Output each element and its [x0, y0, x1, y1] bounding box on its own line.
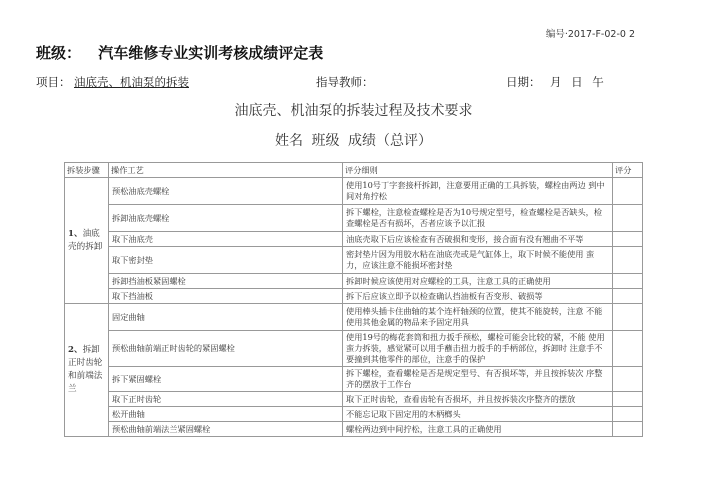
- table-row: [65, 289, 643, 304]
- table-row: [65, 392, 643, 407]
- operation-cell: 取下油底壳: [109, 232, 343, 247]
- table-row: [65, 422, 643, 437]
- score-cell[interactable]: [613, 304, 643, 331]
- criteria-cell: 使用19号的梅花套筒和扭力扳手预松，螺栓可能会比较的紧，不能 使用蛮力拆装，感觉紧可以用手蘸击扭力扳手的手柄部位，拆卸时 注意手不要撞到其他零件的部位，注意手的保护: [343, 331, 613, 367]
- criteria-cell: 使用10号丁字套接杆拆卸，注意要用正确的工具拆装，螺栓由两边 到中间对角拧松: [343, 178, 613, 205]
- header-score: 评分: [613, 163, 643, 178]
- criteria-cell: 拆下后应该立即予以检查确认挡油板有否变形、破损等: [343, 289, 613, 304]
- step-number: 1、: [68, 228, 83, 239]
- table-row: [65, 178, 643, 205]
- step-cell: [65, 304, 109, 437]
- step-title: 拆卸正时齿轮和前端法兰: [68, 345, 103, 394]
- project-value: 油底壳、机油泵的拆装: [74, 75, 189, 89]
- criteria-cell: 油底壳取下后应该检查有否破损和变形，接合面有没有翘曲不平等: [343, 232, 613, 247]
- operation-cell: 拆卸油底壳螺栓: [109, 205, 343, 232]
- operation-cell: 拆下紧固螺栓: [109, 367, 343, 392]
- score-cell[interactable]: [613, 407, 643, 422]
- document-number: 编号·2017-F-02-0 2: [545, 29, 635, 40]
- section-subtitle: 油底壳、机油泵的拆装过程及技术要求: [234, 103, 473, 119]
- operation-cell: 固定曲轴: [109, 304, 343, 331]
- header-operation: 操作工艺: [109, 163, 343, 178]
- form-title-row: [36, 42, 323, 63]
- criteria-cell: 使用棒头插卡住曲轴的某个连杆轴颈的位置，使其不能旋转，注意 不能使用其他金属的物品来予固定用具: [343, 304, 613, 331]
- score-cell[interactable]: [613, 178, 643, 205]
- step-number: 2、: [68, 345, 83, 355]
- score-cell[interactable]: [613, 232, 643, 247]
- header-criteria: 评分细则: [343, 163, 613, 178]
- score-cell[interactable]: [613, 331, 643, 367]
- form-title: 汽车维修专业实训考核成绩评定表: [98, 44, 324, 62]
- table-row: [65, 367, 643, 392]
- operation-cell: 预松曲轴前端法兰紧固螺栓: [109, 422, 343, 437]
- operation-cell: 松开曲轴: [109, 407, 343, 422]
- student-summary-line: 姓名 班级 成绩（总评）: [275, 133, 432, 149]
- class-label: 班级：: [36, 44, 82, 62]
- criteria-cell: 密封垫片因为用胶水粘在油底壳或是气缸体上，取下时候不能使用 蛮力，应该注意不能损坏密封垫: [343, 247, 613, 274]
- operation-cell: 预松油底壳螺栓: [109, 178, 343, 205]
- table-row: [65, 232, 643, 247]
- criteria-cell: 不能忘记取下固定用的木柄榔头: [343, 407, 613, 422]
- operation-cell: 预松曲轴前端正时齿轮的紧固螺栓: [109, 331, 343, 367]
- criteria-cell: 螺栓两边到中间拧松，注意工具的正确使用: [343, 422, 613, 437]
- header-step: 拆装步骤: [65, 163, 109, 178]
- operation-cell: 取下挡油板: [109, 289, 343, 304]
- score-cell[interactable]: [613, 392, 643, 407]
- table-row: [65, 304, 643, 331]
- teacher-label: 指导教师：: [316, 75, 374, 89]
- table-row: [65, 407, 643, 422]
- project-label: 项目：: [36, 75, 71, 89]
- date-label: 日期：: [506, 75, 541, 89]
- score-cell[interactable]: [613, 422, 643, 437]
- table-header-row: [65, 163, 643, 178]
- date-value: 月 日 午: [550, 75, 607, 89]
- score-cell[interactable]: [613, 367, 643, 392]
- table-row: [65, 205, 643, 232]
- step-title: 油底壳的拆卸: [68, 228, 103, 252]
- score-cell[interactable]: [613, 289, 643, 304]
- table-row: [65, 274, 643, 289]
- operation-cell: 取下密封垫: [109, 247, 343, 274]
- operation-cell: 取下正时齿轮: [109, 392, 343, 407]
- score-cell[interactable]: [613, 247, 643, 274]
- table-row: [65, 331, 643, 367]
- assessment-table: [64, 162, 643, 437]
- criteria-cell: 拆下螺栓，查看螺栓是否是规定型号、有否损坏等，并且按拆装次 序整齐的摆放于工作台: [343, 367, 613, 392]
- score-cell[interactable]: [613, 274, 643, 289]
- criteria-cell: 取下正时齿轮，查看齿轮有否损坏，并且按拆装次序整齐的摆放: [343, 392, 613, 407]
- project-info-row: [36, 74, 659, 90]
- score-cell[interactable]: [613, 205, 643, 232]
- criteria-cell: 拆卸时候应该使用对应螺栓的工具，注意工具的正确使用: [343, 274, 613, 289]
- criteria-cell: 拆下螺栓，注意检查螺栓是否为10号规定型号，检查螺栓是否缺头，检查螺栓是否有损坏，否者应该予以汇报: [343, 205, 613, 232]
- table-row: [65, 247, 643, 274]
- operation-cell: 拆卸挡油板紧固螺栓: [109, 274, 343, 289]
- step-cell: [65, 178, 109, 304]
